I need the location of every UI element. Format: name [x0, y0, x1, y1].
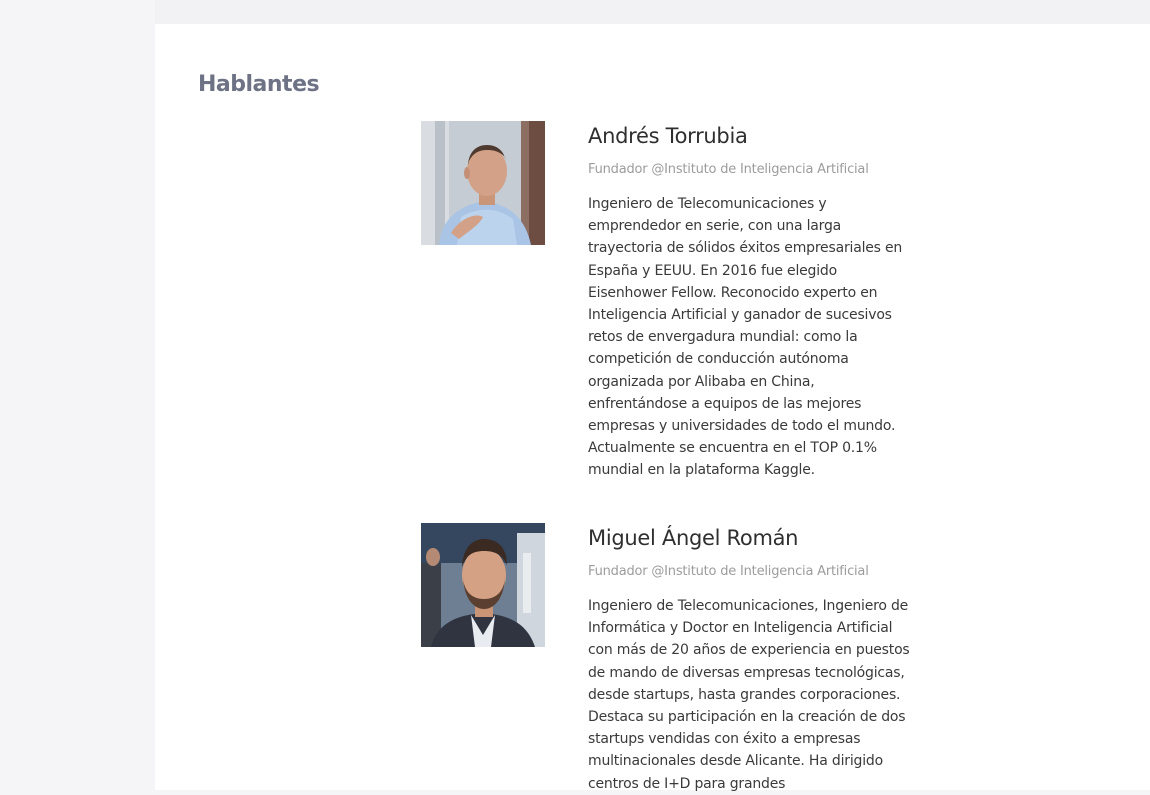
speaker-info — [588, 523, 918, 795]
speaker-info — [588, 121, 918, 482]
speaker-role: Fundador @Instituto de Inteligencia Artificial — [588, 162, 869, 177]
section-title: Hablantes — [198, 72, 320, 97]
speaker-portrait-image — [421, 121, 545, 245]
speaker-portrait-image — [421, 523, 545, 647]
top-bar — [155, 0, 1150, 24]
speaker-role: Fundador @Instituto de Inteligencia Artificial — [588, 564, 869, 579]
speaker-photo — [421, 523, 545, 647]
speaker-name: Miguel Ángel Román — [588, 526, 799, 550]
speaker-bio: Ingeniero de Telecomunicaciones, Ingeniero de Informática y Doctor en Inteligencia Artificial con más de 20 años de experiencia en puestos de mando de diversas empresas tecnológicas, desde startups, hasta grandes corporaciones. Destaca su participación en la creación de dos startups vendidas con éxito a empresas multinacionales desde Alicante. Ha dirigido centros de I+D para grandes — [588, 598, 910, 792]
speaker-bio: Ingeniero de Telecomunicaciones y emprendedor en serie, con una larga trayectoria de sólidos éxitos empresariales en España y EEUU. En 2016 fue elegido Eisenhower Fellow. Reconocido experto en Inteligencia Artificial y ganador de sucesivos retos de envergadura mundial: como la competición de conducción autónoma organizada por Alibaba en China, enfrentándose a equipos de las mejores empresas y universidades de todo el mundo. Actualmente se encuentra en el TOP 0.1% mundial en la plataforma Kaggle. — [588, 196, 903, 479]
speaker-photo — [421, 121, 545, 245]
speaker-name: Andrés Torrubia — [588, 124, 748, 148]
